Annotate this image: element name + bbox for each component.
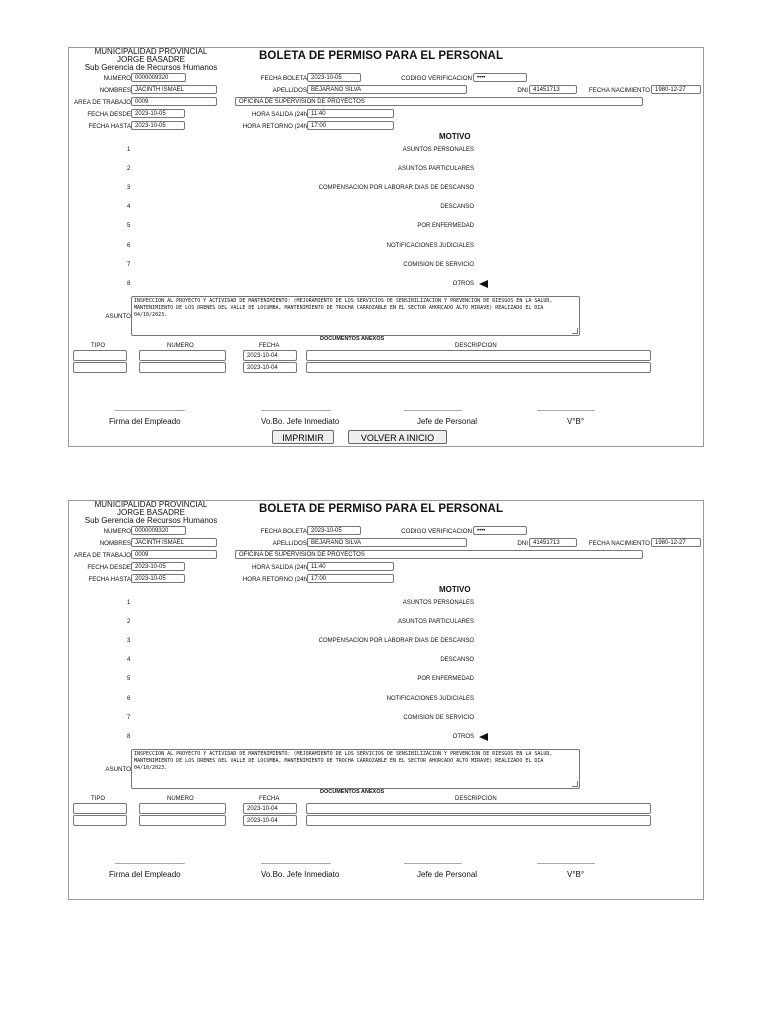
doc-numero-field[interactable]	[139, 350, 226, 361]
apellidos-label: APELLIDOS	[272, 540, 307, 547]
asunto-textarea[interactable]	[131, 296, 580, 336]
col-descripcion-header: DESCRIPCION	[455, 343, 497, 349]
vobo-label: V°B°	[567, 870, 585, 879]
documentos-heading: DOCUMENTOS ANEXOS	[320, 789, 385, 795]
motivo-option[interactable]: ASUNTOS PERSONALES	[402, 147, 474, 153]
col-descripcion-header: DESCRIPCION	[455, 796, 497, 802]
motivo-number: 2	[127, 166, 131, 173]
motivo-option[interactable]: ASUNTOS PERSONALES	[402, 600, 474, 606]
col-numero-header: NUMERO	[167, 796, 194, 802]
fecha-desde-label: FECHA DESDE	[87, 564, 131, 571]
doc-numero-field[interactable]	[139, 815, 226, 826]
firma-empleado-label: Firma del Empleado	[109, 870, 181, 879]
doc-descripcion-field[interactable]	[306, 362, 651, 373]
volver-inicio-button[interactable]: VOLVER A INICIO	[348, 430, 447, 444]
dni-label: DNI	[517, 540, 528, 547]
doc-fecha-field[interactable]: 2023-10-04	[243, 350, 297, 361]
area-trabajo-label: AREA DE TRABAJO	[74, 552, 131, 559]
motivo-number: 3	[127, 638, 131, 645]
org-subdivision: Sub Gerencia de Recursos Humanos	[84, 63, 218, 72]
org-subdivision: Sub Gerencia de Recursos Humanos	[84, 516, 218, 525]
motivo-number: 5	[127, 223, 131, 230]
motivo-heading: MOTIVO	[439, 132, 471, 141]
hora-salida-field[interactable]: 11:40	[307, 109, 394, 118]
hora-retorno-label: HORA RETORNO (24h	[242, 576, 307, 583]
motivo-option[interactable]: COMPENSACION POR LABORAR DIAS DE DESCANSO	[318, 638, 474, 645]
permit-form-2	[68, 500, 704, 900]
area-code-field[interactable]: 0009	[131, 97, 217, 106]
org-name-line2: JORGE BASADRE	[116, 55, 185, 64]
jefe-personal-label: Jefe de Personal	[417, 870, 478, 879]
imprimir-button[interactable]: IMPRIMIR	[272, 430, 334, 444]
asunto-text: INSPECCION AL PROYECTO Y ACTIVIDAD DE MANTENIMIENTO: (MEJORAMIENTO DE LOS SERVICIOS DE SENSIBILIZACION Y PREVENCION DE RIESGOS EN LA SALUD, MANTENIMIENTO DE LOS DRENES DEL VALLE DE LOCUMBA, MANTENIMIENTO DE TROCHA CARROZABLE EN EL SECTOR AHORCADO ALTO MIRAVE) REALIZADO EL DIA 04/10/2023.	[134, 298, 553, 318]
hora-salida-field[interactable]: 11:40	[307, 562, 394, 571]
col-fecha-header: FECHA	[259, 343, 280, 349]
form-title: BOLETA DE PERMISO PARA EL PERSONAL	[259, 50, 504, 62]
motivo-number: 2	[127, 619, 131, 626]
motivo-number: 3	[127, 185, 131, 192]
doc-fecha-field[interactable]: 2023-10-04	[243, 815, 297, 826]
org-name-line1: MUNICIPALIDAD PROVINCIAL	[94, 500, 208, 509]
signature-line-empleado: -----------------------------------	[115, 861, 185, 867]
doc-tipo-field[interactable]	[73, 803, 127, 814]
motivo-number: 7	[127, 261, 131, 268]
asunto-label: ASUNTO	[105, 766, 131, 773]
asunto-textarea[interactable]	[131, 749, 580, 789]
motivo-heading: MOTIVO	[439, 585, 471, 594]
codigo-verificacion-field[interactable]: ••••	[473, 526, 527, 535]
doc-tipo-field[interactable]	[73, 362, 127, 373]
motivo-number: 7	[127, 714, 131, 721]
col-tipo-header: TIPO	[91, 796, 106, 802]
doc-descripcion-field[interactable]	[306, 350, 651, 361]
area-name-field[interactable]: OFICINA DE SUPERVISION DE PROYECTOS	[235, 97, 643, 106]
motivo-option[interactable]: POR ENFERMEDAD	[417, 676, 474, 683]
apellidos-field[interactable]: BEJARANO SILVA	[307, 85, 467, 94]
signature-line-empleado: -----------------------------------	[115, 408, 185, 414]
doc-descripcion-field[interactable]	[306, 803, 651, 814]
signature-line-jefe-personal: -----------------------------	[404, 408, 462, 414]
motivo-option[interactable]: OTROS	[452, 733, 474, 740]
motivo-option[interactable]: NOTIFICACIONES JUDICIALES	[386, 242, 474, 249]
motivo-option[interactable]: ASUNTOS PARTICULARES	[397, 166, 474, 173]
vobo-jefe-inmediato-label: Vo.Bo. Jefe Inmediato	[261, 870, 340, 879]
doc-descripcion-field[interactable]	[306, 815, 651, 826]
motivo-option[interactable]: OTROS	[452, 280, 474, 287]
motivo-number: 1	[127, 600, 131, 606]
documentos-heading: DOCUMENTOS ANEXOS	[320, 336, 385, 342]
motivo-option[interactable]: NOTIFICACIONES JUDICIALES	[386, 695, 474, 702]
fecha-hasta-label: FECHA HASTA	[88, 123, 131, 130]
hora-salida-label: HORA SALIDA (24h	[251, 564, 307, 571]
fecha-nacimiento-field[interactable]: 1980-12-27	[651, 538, 701, 547]
dni-field[interactable]: 41451713	[529, 85, 577, 94]
org-header	[83, 48, 219, 72]
doc-fecha-field[interactable]: 2023-10-04	[243, 803, 297, 814]
nombres-label: NOMBRES	[99, 540, 131, 547]
hora-salida-label: HORA SALIDA (24h	[251, 111, 307, 118]
permit-form-1	[68, 47, 704, 447]
hora-retorno-field[interactable]: 17:00	[307, 574, 394, 583]
nombres-label: NOMBRES	[99, 87, 131, 94]
motivo-number: 6	[127, 695, 131, 702]
triangle-left-icon	[479, 733, 488, 741]
asunto-label: ASUNTO	[105, 313, 131, 320]
motivo-option[interactable]: COMISION DE SERVICIO	[403, 714, 474, 721]
numero-label: NUMERO	[103, 528, 131, 535]
org-name-line2: JORGE BASADRE	[116, 508, 185, 517]
numero-field[interactable]: 0000009320	[131, 73, 186, 82]
fecha-boleta-field[interactable]: 2023-10-05	[307, 73, 361, 82]
fecha-boleta-label: FECHA BOLETA	[260, 528, 307, 535]
motivo-number: 1	[127, 147, 131, 153]
jefe-personal-label: Jefe de Personal	[417, 417, 478, 426]
nombres-field[interactable]: JACINTH ISMAEL	[131, 85, 217, 94]
dni-field[interactable]: 41451713	[529, 538, 577, 547]
resize-grip-icon[interactable]	[572, 781, 578, 787]
signature-line-vobo: -----------------------------	[537, 861, 595, 867]
motivo-number: 8	[127, 280, 131, 287]
area-name-field[interactable]: OFICINA DE SUPERVISION DE PROYECTOS	[235, 550, 643, 559]
dni-label: DNI	[517, 87, 528, 94]
fecha-boleta-label: FECHA BOLETA	[260, 75, 307, 82]
doc-fecha-field[interactable]: 2023-10-04	[243, 362, 297, 373]
area-trabajo-label: AREA DE TRABAJO	[74, 99, 131, 106]
doc-tipo-field[interactable]	[73, 815, 127, 826]
motivo-option[interactable]: POR ENFERMEDAD	[417, 223, 474, 230]
motivo-option[interactable]: DESCANSO	[440, 657, 474, 664]
firma-empleado-label: Firma del Empleado	[109, 417, 181, 426]
fecha-hasta-field[interactable]: 2023-10-05	[131, 121, 185, 130]
fecha-boleta-field[interactable]: 2023-10-05	[307, 526, 361, 535]
org-name-line1: MUNICIPALIDAD PROVINCIAL	[94, 47, 208, 56]
nombres-field[interactable]: JACINTH ISMAEL	[131, 538, 217, 547]
codigo-verificacion-label: CODIGO VERIFICACION	[401, 528, 472, 535]
motivo-option[interactable]: ASUNTOS PARTICULARES	[397, 619, 474, 626]
fecha-nacimiento-label: FECHA NACIMIENTO	[588, 87, 650, 94]
apellidos-label: APELLIDOS	[272, 87, 307, 94]
asunto-text: INSPECCION AL PROYECTO Y ACTIVIDAD DE MANTENIMIENTO: (MEJORAMIENTO DE LOS SERVICIOS DE SENSIBILIZACION Y PREVENCION DE RIESGOS EN LA SALUD, MANTENIMIENTO DE LOS DRENES DEL VALLE DE LOCUMBA, MANTENIMIENTO DE TROCHA CARROZABLE EN EL SECTOR AHORCADO ALTO MIRAVE) REALIZADO EL DIA 04/10/2023.	[134, 751, 553, 771]
fecha-desde-label: FECHA DESDE	[87, 111, 131, 118]
fecha-hasta-field[interactable]: 2023-10-05	[131, 574, 185, 583]
codigo-verificacion-field[interactable]: ••••	[473, 73, 527, 82]
hora-retorno-field[interactable]: 17:00	[307, 121, 394, 130]
motivo-option[interactable]: COMISION DE SERVICIO	[403, 261, 474, 268]
doc-numero-field[interactable]	[139, 803, 226, 814]
numero-field[interactable]: 0000009320	[131, 526, 186, 535]
signature-line-jefe-inmediato: -----------------------------------	[261, 861, 331, 867]
vobo-jefe-inmediato-label: Vo.Bo. Jefe Inmediato	[261, 417, 340, 426]
form-title: BOLETA DE PERMISO PARA EL PERSONAL	[259, 503, 504, 515]
signature-line-jefe-inmediato: -----------------------------------	[261, 408, 331, 414]
col-tipo-header: TIPO	[91, 343, 106, 349]
codigo-verificacion-label: CODIGO VERIFICACION	[401, 75, 472, 82]
fecha-hasta-label: FECHA HASTA	[88, 576, 131, 583]
motivo-number: 4	[127, 657, 131, 664]
motivo-number: 6	[127, 242, 131, 249]
org-header	[83, 501, 219, 525]
hora-retorno-label: HORA RETORNO (24h	[242, 123, 307, 130]
area-code-field[interactable]: 0009	[131, 550, 217, 559]
motivo-number: 8	[127, 733, 131, 740]
col-numero-header: NUMERO	[167, 343, 194, 349]
doc-numero-field[interactable]	[139, 362, 226, 373]
motivo-number: 5	[127, 676, 131, 683]
doc-tipo-field[interactable]	[73, 350, 127, 361]
numero-label: NUMERO	[103, 75, 131, 82]
fecha-nacimiento-field[interactable]: 1980-12-27	[651, 85, 701, 94]
fecha-desde-field[interactable]: 2023-10-05	[131, 109, 185, 118]
triangle-left-icon	[479, 280, 488, 288]
apellidos-field[interactable]: BEJARANO SILVA	[307, 538, 467, 547]
signature-line-vobo: -----------------------------	[537, 408, 595, 414]
resize-grip-icon[interactable]	[572, 328, 578, 334]
motivo-option[interactable]: DESCANSO	[440, 204, 474, 211]
fecha-desde-field[interactable]: 2023-10-05	[131, 562, 185, 571]
vobo-label: V°B°	[567, 417, 585, 426]
signature-line-jefe-personal: -----------------------------	[404, 861, 462, 867]
col-fecha-header: FECHA	[259, 796, 280, 802]
motivo-option[interactable]: COMPENSACION POR LABORAR DIAS DE DESCANSO	[318, 185, 474, 192]
fecha-nacimiento-label: FECHA NACIMIENTO	[588, 540, 650, 547]
motivo-number: 4	[127, 204, 131, 211]
